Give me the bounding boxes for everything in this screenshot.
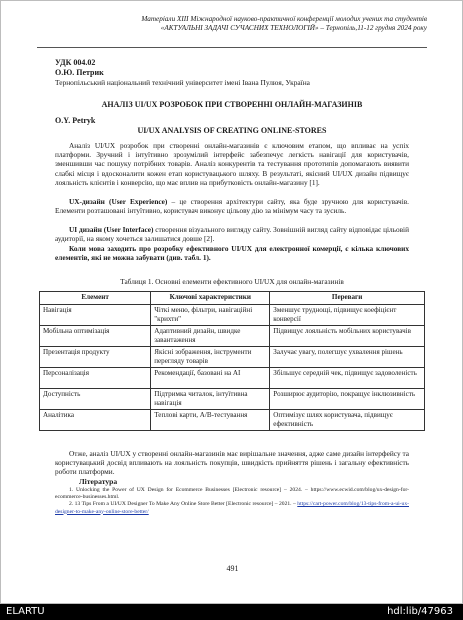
paper-title-ua: АНАЛІЗ UI/UX РОЗРОБОК ПРИ СТВОРЕННІ ОНЛАЙН-МАГАЗИНІВ	[101, 100, 363, 109]
paragraph-5-text: Отже, аналіз UI/UX у створенні онлайн-магазинів має вирішальне значення, адже саме дизайн інтерфейсу та користувацький досвід впливають на лояльність покупців, швидкість прийняття рішень і загальну ефективність роботи платформи.	[55, 449, 409, 477]
ui-term: UI дизайн (User Interface)	[69, 225, 154, 234]
table-cell: Мобільна оптимізація	[40, 326, 151, 347]
paragraph-ui	[55, 225, 409, 243]
ux-term: UX-дизайн (User Experience)	[69, 197, 168, 206]
table-cell: Підвищує лояльність мобільних користувачів	[270, 326, 425, 347]
table-header-cell: Ключові характеристики	[151, 292, 270, 305]
table-cell: Збільшує середній чек, підвищує задоволеність	[270, 368, 425, 389]
udk-code: УДК 004.02	[55, 58, 96, 67]
table-cell: Теплові карти, A/B-тестування	[151, 410, 270, 431]
paper-title-en: UI/UX ANALYSIS OF CREATING ONLINE-STORES	[137, 126, 327, 135]
conference-header	[37, 15, 427, 33]
table-caption: Таблиця 1. Основні елементи ефективного UI/UX для онлайн-магазинів	[120, 277, 344, 286]
paragraph-intro	[55, 141, 409, 187]
table-cell: Розширює аудиторію, покращує інклюзивність	[270, 389, 425, 410]
reference-2-text: 2. 13 Tips From a UI/UX Designer To Make Any Online Store Better [Electronic resource] – 2021. –	[69, 501, 298, 508]
table-cell: Оптимізує шлях користувача, підвищує ефективність	[270, 410, 425, 431]
affiliation: Тернопільський національний технічний університет імені Івана Пулюя, Україна	[55, 78, 310, 87]
table-cell: Рекомендації, базовані на AI	[151, 368, 270, 389]
table-row	[40, 347, 425, 368]
references-list	[55, 487, 409, 516]
table-cell: Підтримка читалок, інтуїтивна навігація	[151, 389, 270, 410]
table-row	[40, 410, 425, 431]
repository-name: ELARTU	[6, 606, 45, 617]
table-cell: Якісні зображення, інструменти перегляду товарів	[151, 347, 270, 368]
header-line-2: «АКТУАЛЬНІ ЗАДАЧІ СУЧАСНИХ ТЕХНОЛОГІЙ» – Тернопіль,11-12 грудня 2024 року	[160, 24, 427, 32]
paragraph-key-elements	[55, 244, 409, 262]
paragraph-1-text: Аналіз UI/UX розробок при створенні онлайн-магазинів є ключовим етапом, що впливає на успіх платформи. Зручний і інтуїтивно зрозумілий інтерфейс забезпечує легкість навігації для користувачів, зменшивши час пошуку потрібних товарів. Аналіз конкурентів та тестування прототипів допомагають виявити слабкі місця і вдосконалити кожен етап користувацького шляху. В результаті, якісний UI/UX дизайн підвищує лояльність клієнтів і конверсію, що має вплив на прибутковість онлайн-магазину [1].	[55, 141, 409, 187]
table-row	[40, 305, 425, 326]
table-row	[40, 368, 425, 389]
references-heading: Література	[79, 477, 118, 486]
table-cell: Адаптивний дизайн, швидке завантаження	[151, 326, 270, 347]
table-cell: Доступність	[40, 389, 151, 410]
table-cell: Презентація продукту	[40, 347, 151, 368]
ux-definition: – це створення архітектури сайту, яка буде зручною для користувачів. Елементи розташовані інтуїтивно, користувач виконує цільову дію за мінімум часу та зусиль.	[55, 197, 409, 216]
header-divider	[37, 47, 427, 48]
author-en: O.Y. Petryk	[55, 116, 96, 125]
table-row	[40, 389, 425, 410]
repository-footer-bar	[0, 604, 463, 620]
header-line-1: Матеріали XIII Міжнародної науково-практичної конференції молодих учених та студентів	[141, 15, 427, 23]
ui-ux-elements-table	[39, 291, 425, 431]
table-cell: Зменшує труднощі, підвищує коефіцієнт конверсії	[270, 305, 425, 326]
paragraph-ux	[55, 197, 409, 215]
table-row	[40, 326, 425, 347]
table-header-cell: Переваги	[270, 292, 425, 305]
page-number: 491	[226, 564, 239, 573]
table-header-cell: Елемент	[40, 292, 151, 305]
table-cell: Навігація	[40, 305, 151, 326]
table-cell: Чіткі меню, фільтри, навігаційні "крихти"	[151, 305, 270, 326]
table-cell: Залучає увагу, полегшує ухвалення рішень	[270, 347, 425, 368]
table-cell: Аналітика	[40, 410, 151, 431]
table-cell: Персоналізація	[40, 368, 151, 389]
table-header-row	[40, 292, 425, 305]
paragraph-conclusion	[55, 449, 409, 477]
reference-2	[55, 501, 409, 515]
handle-identifier: hdl:lib/47963	[387, 606, 453, 617]
author-ua: О.Ю. Петрик	[55, 68, 104, 77]
paragraph-4-text: Коли мова заходить про розробку ефективного UI/UX для електронної комерції, є кілька ключових елементів, які не можна забувати (див. табл. 1).	[55, 244, 409, 263]
reference-2-link[interactable]: https://cart-power.com/blog/13-tips-from-a-ui-ux-designer-to-make-any-online-store-better/	[55, 501, 409, 515]
ui-definition: створення візуального вигляду сайту. Зовнішній вигляд сайту відповідає цільовій аудиторії, на якому хочеться залишатися довше [2].	[55, 225, 409, 244]
reference-1: 1. Unlocking the Power of UX Design for Ecommerce Businesses [Electronic resource] – 2024. – https://www.ecwid.com/blog/ux-design-for-ecommerce-businesses.html.	[55, 487, 409, 501]
